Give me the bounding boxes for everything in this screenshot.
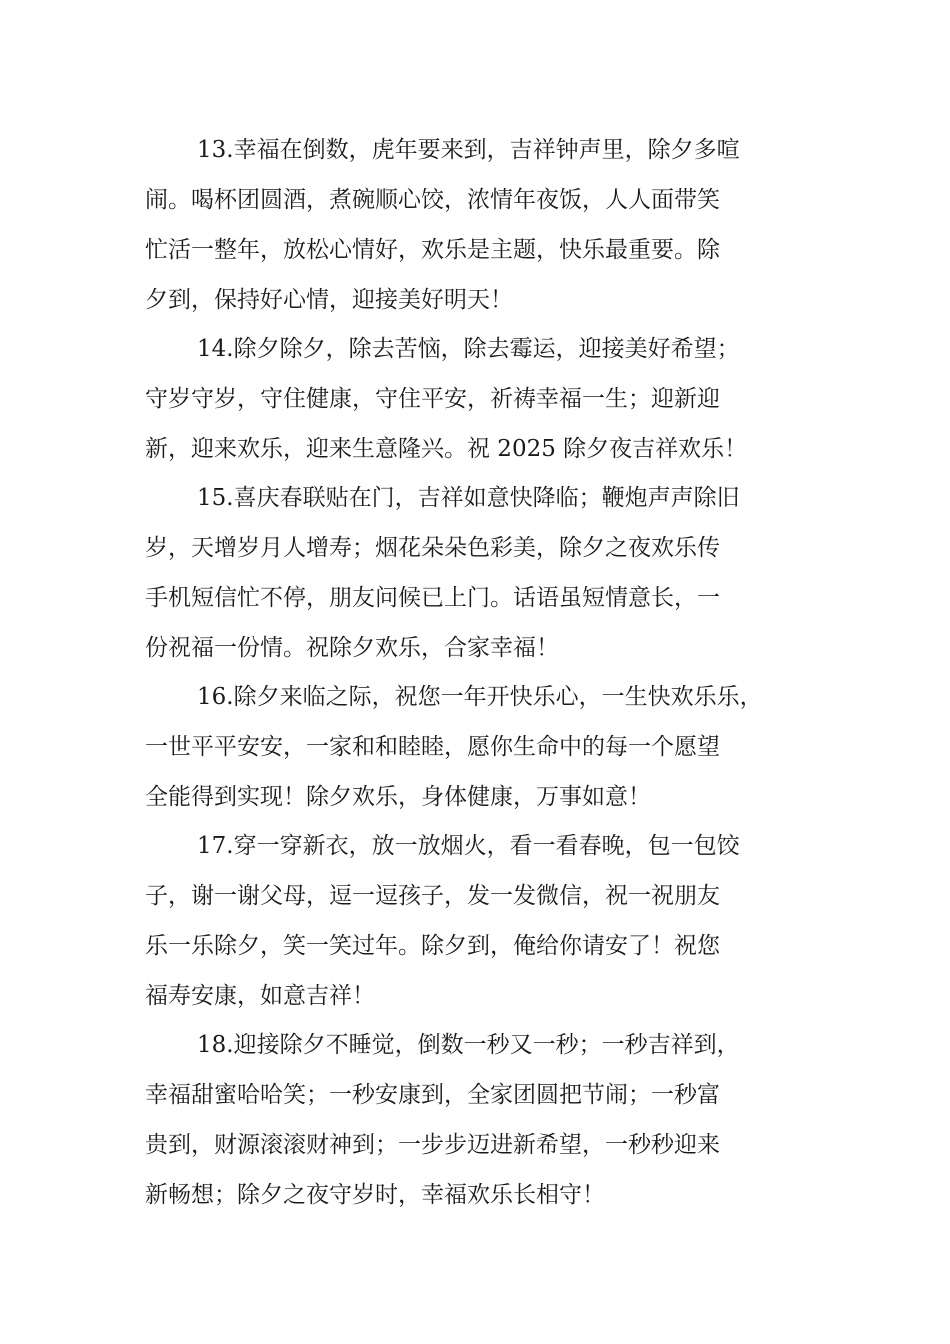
text-line: 份祝福一份情。祝除夕欢乐，合家幸福！ <box>145 635 559 661</box>
text-line: 幸福甜蜜哈哈笑；一秒安康到，全家团圆把节闹；一秒富 <box>145 1082 720 1108</box>
text-line: 13.幸福在倒数，虎年要来到，吉祥钟声里，除夕多喧 <box>197 137 740 163</box>
text-line: 一世平平安安，一家和和睦睦，愿你生命中的每一个愿望 <box>145 734 720 760</box>
text-line: 守岁守岁，守住健康，守住平安，祈祷幸福一生；迎新迎 <box>145 386 720 412</box>
text-line: 闹。喝杯团圆酒，煮碗顺心饺，浓情年夜饭，人人面带笑 <box>145 187 720 213</box>
text-line: 17.穿一穿新衣，放一放烟火，看一看春晚，包一包饺 <box>197 833 740 859</box>
text-line: 手机短信忙不停，朋友问候已上门。话语虽短情意长，一 <box>145 585 720 611</box>
text-line: 贵到，财源滚滚财神到；一步步迈进新希望，一秒秒迎来 <box>145 1132 720 1158</box>
text-line: 子，谢一谢父母，逗一逗孩子，发一发微信，祝一祝朋友 <box>145 883 720 909</box>
text-line: 14.除夕除夕，除去苦恼，除去霉运，迎接美好希望； <box>197 336 740 362</box>
text-line: 16.除夕来临之际，祝您一年开快乐心，一生快欢乐乐， <box>197 684 763 710</box>
text-line: 福寿安康，如意吉祥！ <box>145 983 375 1009</box>
text-line: 夕到，保持好心情，迎接美好明天！ <box>145 287 513 313</box>
text-line: 15.喜庆春联贴在门，吉祥如意快降临；鞭炮声声除旧 <box>197 485 740 511</box>
text-line: 岁，天增岁月人增寿；烟花朵朵色彩美，除夕之夜欢乐传 <box>145 535 720 561</box>
text-line: 全能得到实现！除夕欢乐，身体健康，万事如意！ <box>145 784 651 810</box>
text-line: 新，迎来欢乐，迎来生意隆兴。祝 2025 除夕夜吉祥欢乐！ <box>145 436 748 462</box>
text-line: 乐一乐除夕，笑一笑过年。除夕到，俺给你请安了！祝您 <box>145 933 720 959</box>
text-line: 18.迎接除夕不睡觉，倒数一秒又一秒；一秒吉祥到， <box>197 1032 740 1058</box>
text-line: 忙活一整年，放松心情好，欢乐是主题，快乐最重要。除 <box>145 237 720 263</box>
text-line: 新畅想；除夕之夜守岁时，幸福欢乐长相守！ <box>145 1182 605 1208</box>
